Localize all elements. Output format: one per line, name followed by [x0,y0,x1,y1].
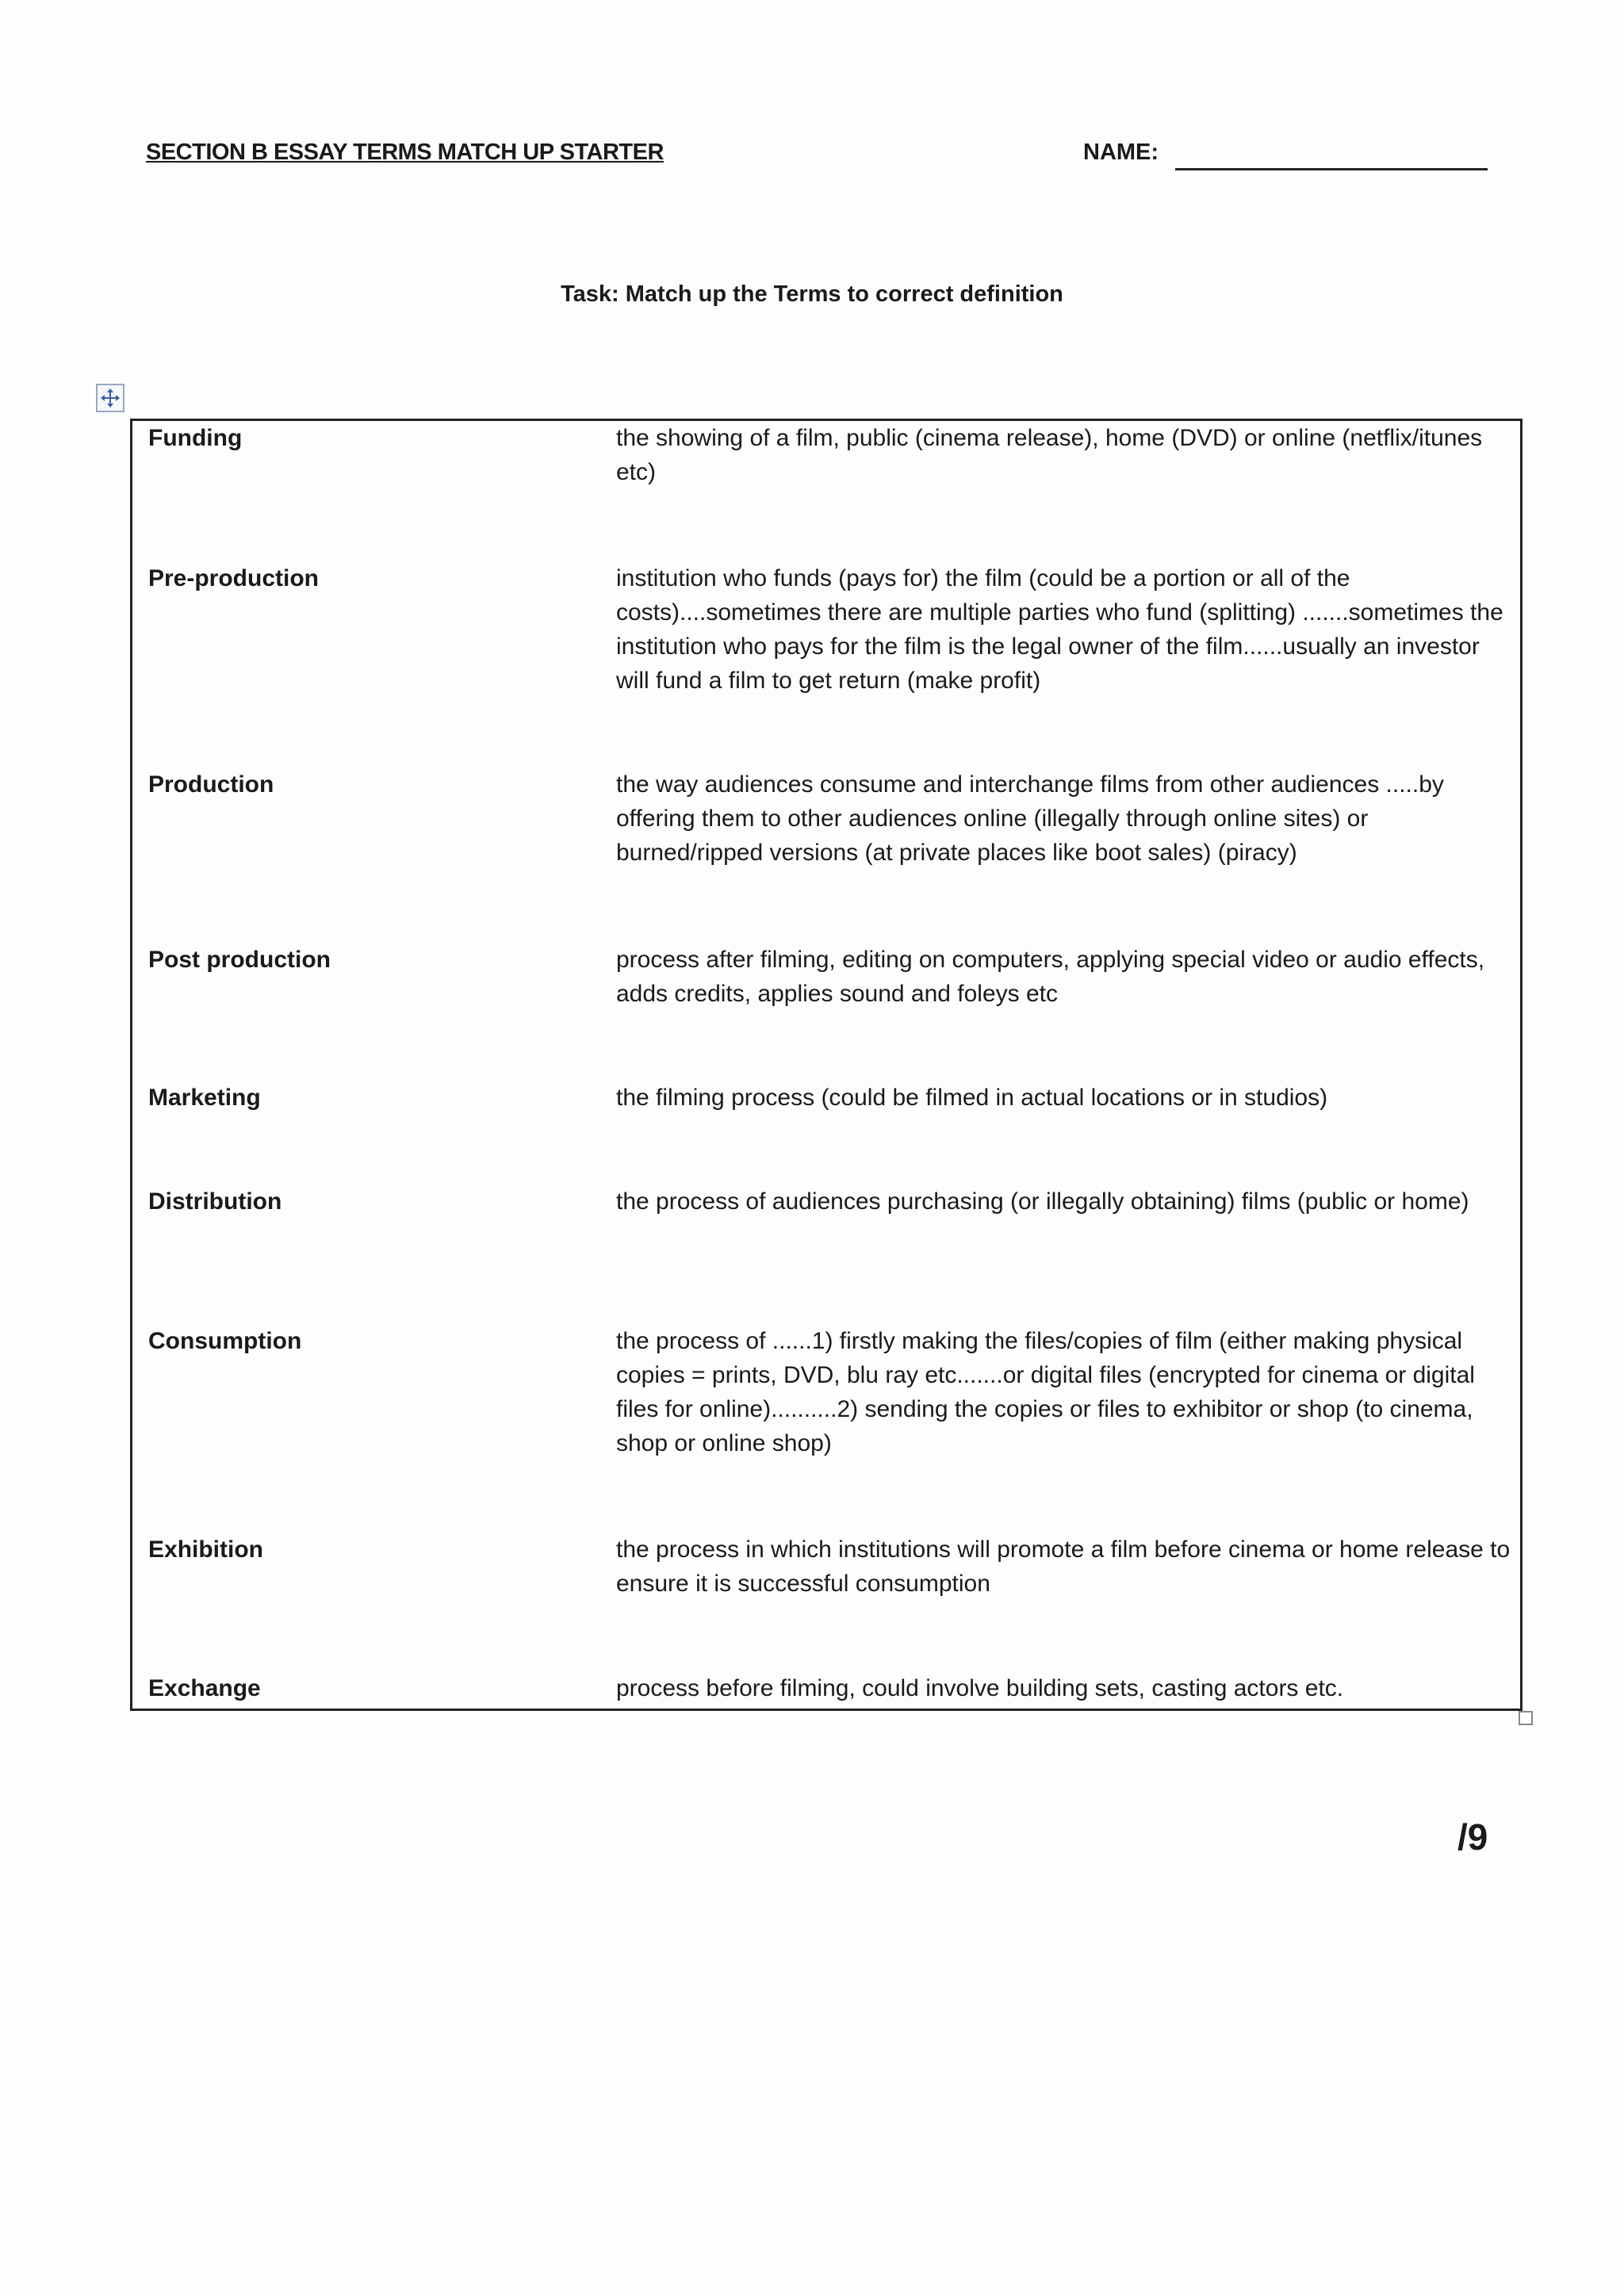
definition-text: the process of ......1) firstly making the files/copies of film (either making physical copies = prints, DVD, blu ray etc.......or digital files (encrypted for cinema or digital files for online)..........2) sending the copies or files to exhibitor or shop (to cinema, shop or online shop) [616,1328,1475,1456]
definition-text: institution who funds (pays for) the film (could be a portion or all of the costs)....sometimes there are multiple parties who fund (splitting) .......sometimes the institution who pays for the film is the legal owner of the film......usually an investor will fund a film to get return (make profit) [616,565,1503,694]
term-label: Exchange [148,1675,261,1701]
definition-text: process after filming, editing on computers, applying special video or audio effects, adds credits, applies sound and foleys etc [616,947,1485,1007]
document-title: SECTION B ESSAY TERMS MATCH UP STARTER [146,140,664,165]
term-label: Funding [148,425,243,451]
name-blank-line[interactable] [1175,168,1488,170]
resize-handle-icon[interactable] [1519,1711,1533,1725]
term-label: Post production [148,947,331,973]
move-arrows-icon[interactable] [96,384,124,412]
term-label: Marketing [148,1085,261,1111]
term-label: Distribution [148,1188,282,1215]
term-label: Pre-production [148,565,319,591]
definition-text: the process in which institutions will promote a film before cinema or home release to ensure it is successful consumption [616,1536,1511,1597]
terms-table [130,419,1522,1711]
definition-text: process before filming, could involve building sets, casting actors etc. [616,1675,1344,1701]
score-total: /9 [1457,1816,1488,1858]
task-instruction: Task: Match up the Terms to correct definition [561,281,1063,307]
name-label: NAME: [1083,140,1159,165]
term-label: Exhibition [148,1536,263,1563]
definition-text: the way audiences consume and interchange films from other audiences .....by offering them to other audiences online (illegally through online sites) or burned/ripped versions (at private places like boot sales) (piracy) [616,771,1444,866]
term-label: Consumption [148,1328,302,1354]
definition-text: the filming process (could be filmed in actual locations or in studios) [616,1085,1328,1111]
definition-text: the process of audiences purchasing (or illegally obtaining) films (public or home) [616,1188,1469,1215]
term-label: Production [148,771,274,798]
definition-text: the showing of a film, public (cinema release), home (DVD) or online (netflix/itunes etc) [616,425,1483,485]
